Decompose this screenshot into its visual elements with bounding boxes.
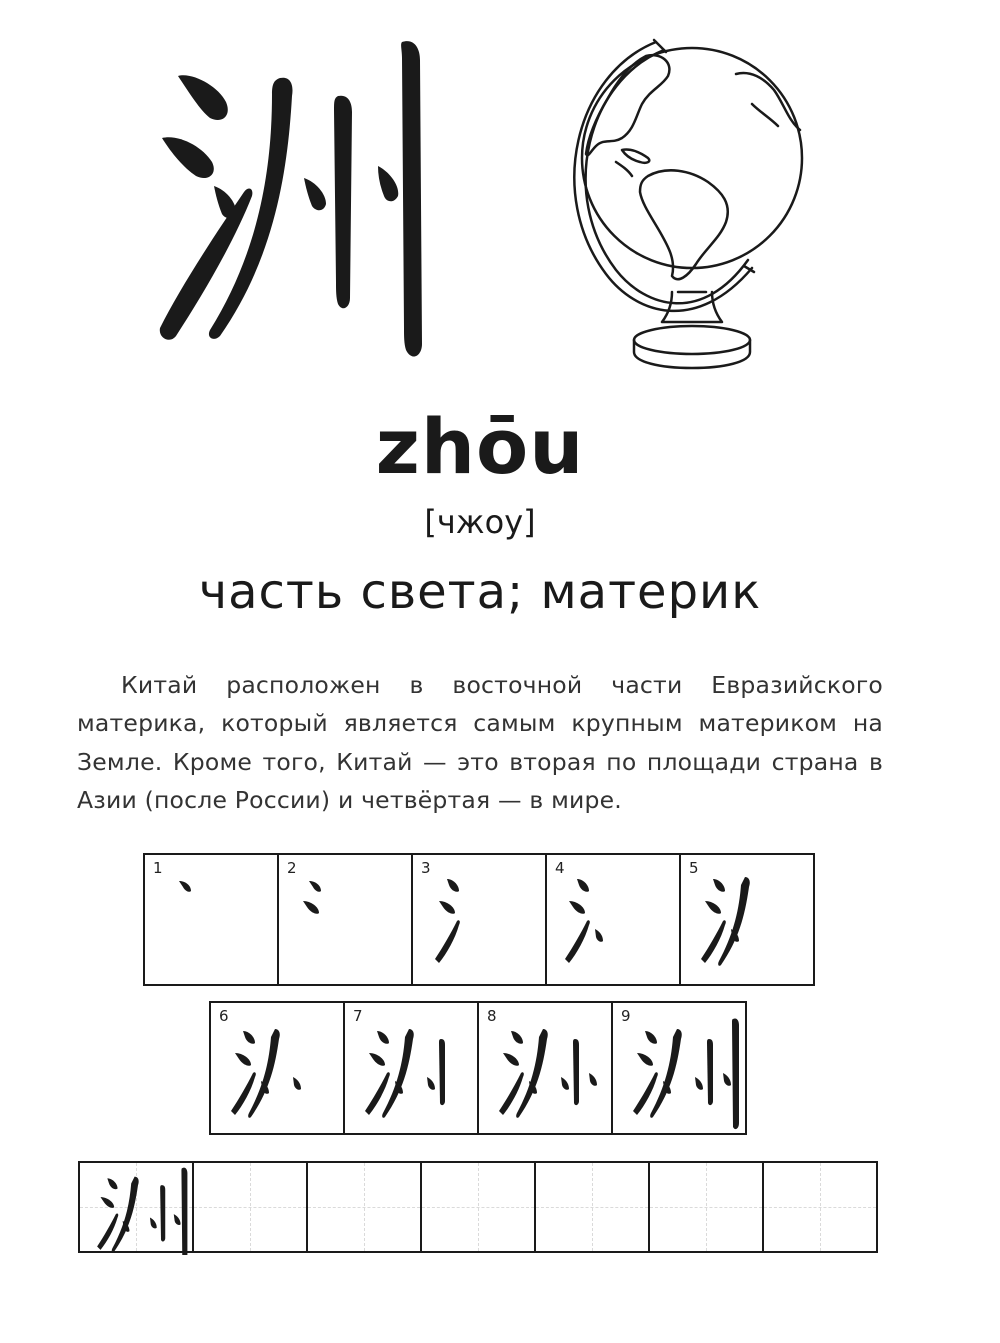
stroke-9-glyph [613,1003,749,1137]
practice-cell-sample [78,1161,194,1253]
stroke-number: 5 [689,859,699,877]
practice-cell[interactable] [192,1161,308,1253]
translation: часть света; материк [198,564,762,620]
stroke-cell-4 [545,853,681,986]
stroke-cell-2 [277,853,413,986]
practice-cell[interactable] [648,1161,764,1253]
stroke-cell-8 [477,1001,613,1135]
practice-cell[interactable] [534,1161,650,1253]
stroke-3-glyph [413,855,549,988]
sample-character-glyph [80,1163,196,1255]
character-drawing [140,36,440,366]
stroke-cell-9 [611,1001,747,1135]
stroke-7-glyph [345,1003,481,1137]
practice-row [78,1161,878,1253]
stroke-order-row-1 [143,853,815,986]
stroke-8-glyph [479,1003,615,1137]
russian-reading: [чжоу] [424,503,536,541]
stroke-cell-7 [343,1001,479,1135]
stroke-1-glyph [145,855,281,988]
practice-cell[interactable] [306,1161,422,1253]
stroke-number: 1 [153,859,163,877]
stroke-cell-6 [209,1001,345,1135]
stroke-cell-3 [411,853,547,986]
stroke-order-row-2 [209,1001,747,1135]
stroke-number: 7 [353,1007,363,1025]
practice-cell[interactable] [762,1161,878,1253]
stroke-cell-5 [679,853,815,986]
stroke-2-glyph [279,855,415,988]
description-paragraph: Китай расположен в восточной части Евразийского материка, который является самым крупным материком на Земле. Кроме того, Китай — это вторая по площади страна в Азии (после России) и четвёртая — в мире. [77,671,883,815]
stroke-number: 6 [219,1007,229,1025]
pinyin: zhōu [375,402,585,491]
globe-illustration [556,34,826,374]
stroke-cell-1 [143,853,279,986]
stroke-number: 2 [287,859,297,877]
stroke-number: 9 [621,1007,631,1025]
practice-cell[interactable] [420,1161,536,1253]
stroke-4-glyph [547,855,683,988]
stroke-number: 8 [487,1007,497,1025]
stroke-number: 4 [555,859,565,877]
stroke-6-glyph [211,1003,347,1137]
stroke-number: 3 [421,859,431,877]
stroke-5-glyph [681,855,817,988]
